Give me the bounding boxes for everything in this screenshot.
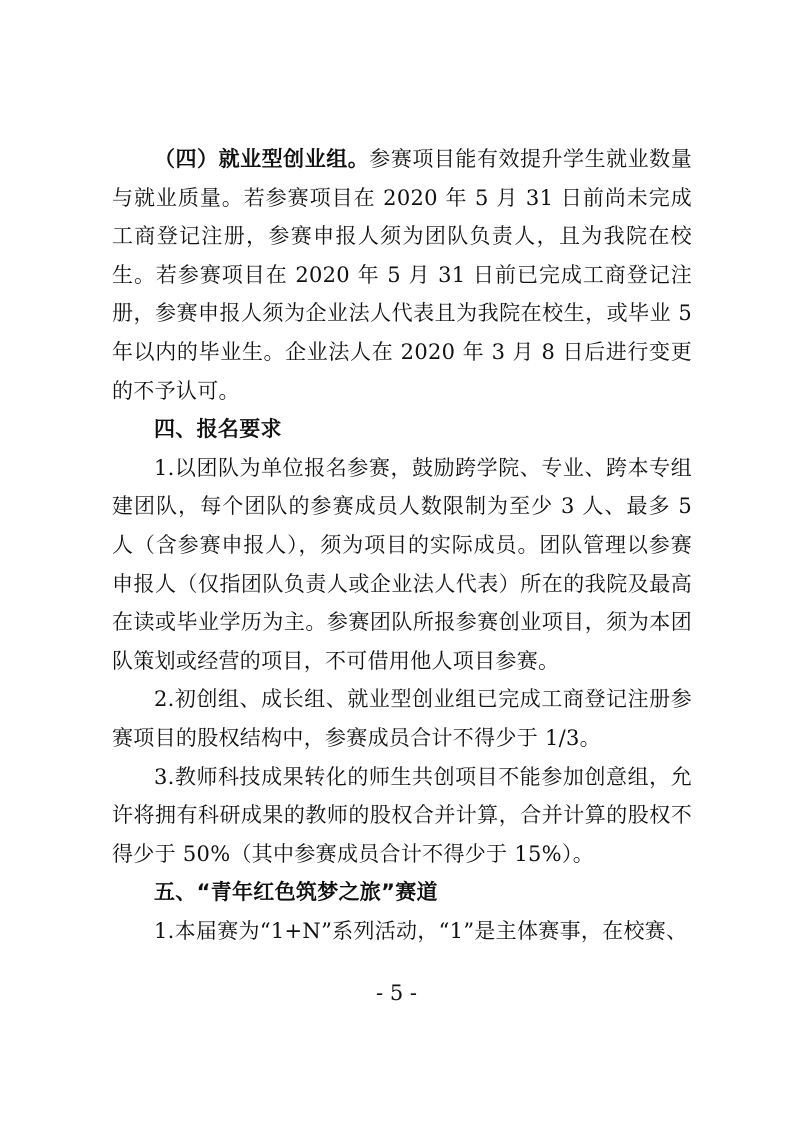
section-heading-red-track: 五、“青年红色筑梦之旅”赛道 bbox=[154, 880, 438, 905]
list-item: 1.本届赛为“1+N”系列活动，“1”是主体赛事，在校赛、 bbox=[154, 918, 688, 943]
paragraph-employment-group bbox=[112, 140, 692, 410]
paragraph-text: 参赛项目能有效提升学生就业数量与就业质量。若参赛项目在 2020 年 5 月 31 日前尚未完成工商登记注册，参赛申报人须为团队负责人，且为我院在校生。若参赛项目在 2020 年 5 月 31 日前已完成工商登记注册，参赛申报人须为企业法人代表且为我院在校生，或毕业 5 年以内的毕业生。企业法人在 2020 年 3 月 8 日后进行变更的不予认可。 bbox=[112, 147, 693, 403]
list-item: 3.教师科技成果转化的师生共创项目不能参加创意组，允许将拥有科研成果的教师的股权合并计算，合并计算的股权不得少于 50%（其中参赛成员合计不得少于 15%）。 bbox=[112, 764, 692, 866]
list-item: 1.以团队为单位报名参赛，鼓励跨学院、专业、跨本专组建团队，每个团队的参赛成员人数限制为至少 3 人、最多 5 人（含参赛申报人），须为项目的实际成员。团队管理以参赛申报人（仅指团队负责人或企业法人代表）所在的我院及最高在读或毕业学历为主。参赛团队所报参赛创业项目，须为本团队策划或经营的项目，不可借用他人项目参赛。 bbox=[112, 455, 692, 673]
page-number: - 5 - bbox=[376, 981, 417, 1005]
paragraph-lead: （四）就业型创业组。 bbox=[154, 147, 370, 171]
document-body bbox=[112, 140, 692, 950]
section-heading-registration: 四、报名要求 bbox=[154, 417, 282, 442]
list-item: 2.初创组、成长组、就业型创业组已完成工商登记注册参赛项目的股权结构中，参赛成员合计不得少于 1/3。 bbox=[112, 687, 692, 750]
